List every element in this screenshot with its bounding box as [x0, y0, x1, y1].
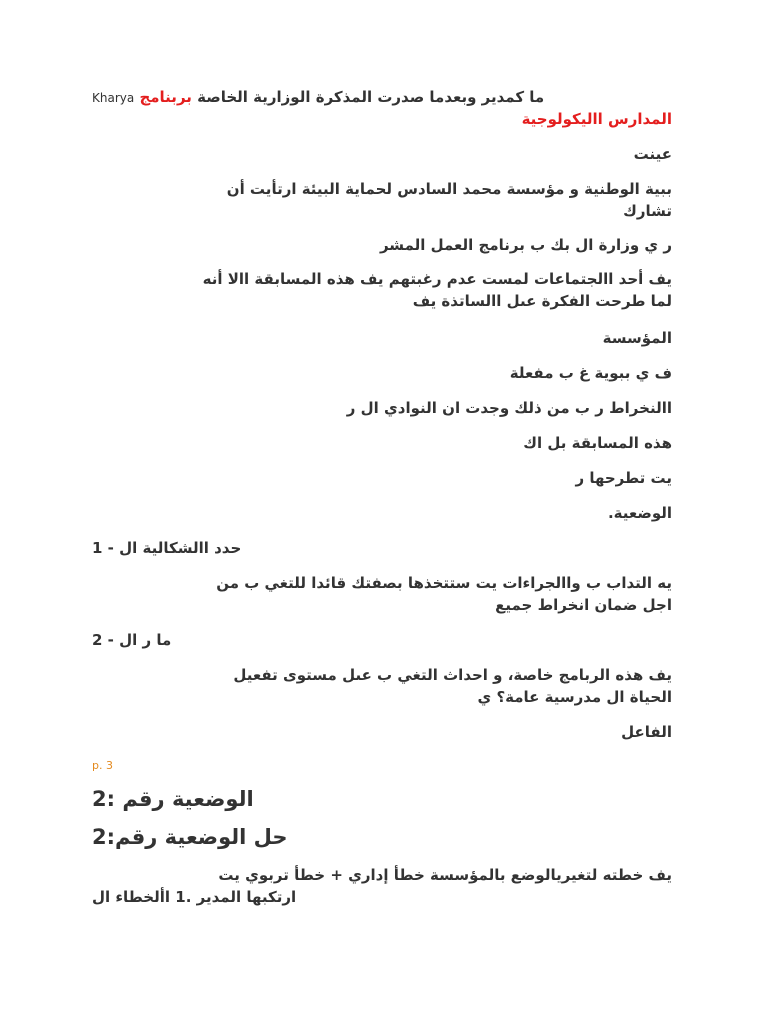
text-line: تشارك [623, 202, 672, 220]
text-line: االنخراط ر ب من ذلك وجدت ان النوادي ال ر [346, 399, 672, 417]
red-phrase: بربنامج [139, 88, 192, 106]
question-1-line [92, 537, 672, 559]
header-line-2: المدارس االيكولوجية [521, 110, 672, 128]
question-label: حدد االشكالية ال - [107, 539, 242, 557]
text-line: ف ي ببوية غ ب مفعلة [509, 364, 672, 382]
text-line: الحياة ال مدرسية عامة؟ ي [477, 688, 672, 706]
text-number: 1. [175, 888, 192, 906]
text-line: يت تطرحها ر [575, 469, 672, 487]
text-line: ببية الوطنية و مؤسسة محمد السادس لحماية البيئة ارتأيت أن [226, 180, 672, 198]
heading-number: 2: [92, 825, 116, 849]
text-line: عينت [633, 145, 672, 163]
text-line: يف أحد االجتماعات لمست عدم رغبتهم يف هذه المسابقة االا أنه [202, 270, 672, 288]
page-number: p. 3 [92, 759, 113, 772]
text-segment: األخطاء ال [92, 888, 171, 906]
text-line: اجل ضمان انخراط جميع [495, 596, 672, 614]
text-line-mixed [92, 886, 672, 908]
question-number: 1 [92, 539, 103, 557]
author-name: Kharya [92, 91, 135, 105]
text-segment: ارتكبها المدير [196, 888, 297, 906]
section-heading-1 [92, 784, 672, 814]
text-line: يف هذه الربامج خاصة، و احداث التغي ب عىل مستوى تفعيل [233, 666, 672, 684]
question-2-line [92, 629, 672, 651]
header-line [92, 86, 672, 109]
heading-number: 2: [92, 787, 116, 811]
text-line: لما طرحت الفكرة عىل االساتذة يف [412, 292, 672, 310]
text-line: المؤسسة [602, 329, 672, 347]
section-heading-2 [92, 822, 672, 852]
text-line: ر ي وزارة ال بك ب برنامج العمل المشر [379, 236, 672, 254]
text-line: يف خطته لتغيريالوضع بالمؤسسة خطأ إداري + خطأ تربوي يت [218, 866, 672, 884]
text-line: الوضعية. [607, 504, 672, 522]
text-line: يه التداب ب واالجراءات يت ستتخذها بصفتك قائدا للتغي ب من [216, 574, 672, 592]
text-line: الفاعل [621, 723, 672, 741]
question-label: ما ر ال - [107, 631, 172, 649]
text-line: هذه المسابقة بل اك [523, 434, 672, 452]
header-title: ما كمدير وبعدما صدرت المذكرة الوزارية الخاصة [197, 88, 545, 106]
heading-text: حل الوضعية رقم [115, 825, 288, 849]
question-number: 2 [92, 631, 103, 649]
heading-text: الوضعية رقم [122, 787, 254, 811]
